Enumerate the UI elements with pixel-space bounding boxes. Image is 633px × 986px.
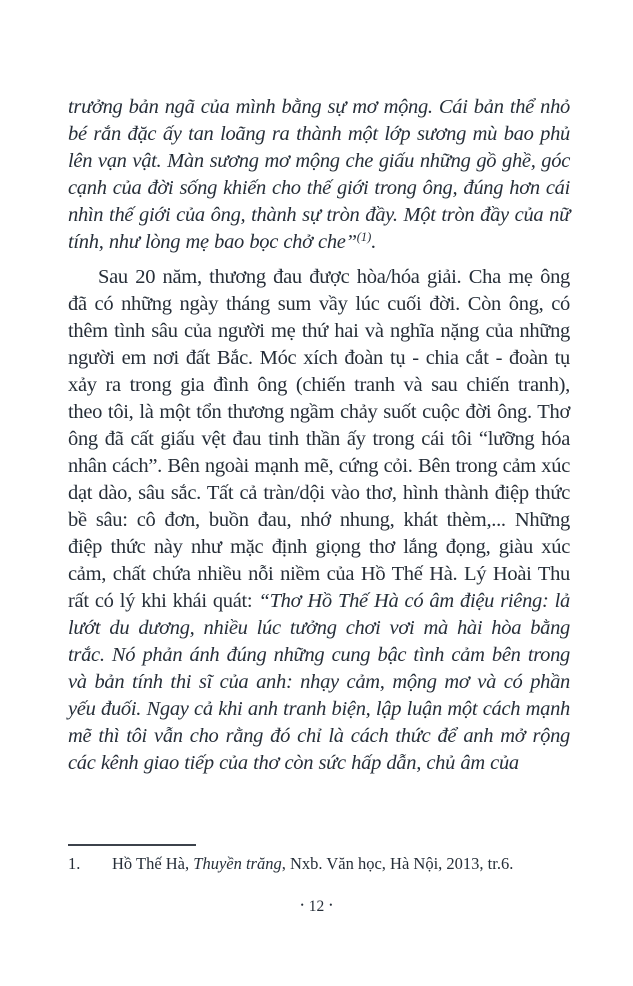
paragraph-body xyxy=(68,264,570,777)
page-number-left-bullet: • xyxy=(300,900,304,910)
text-segment: . xyxy=(371,231,377,253)
footnote xyxy=(68,853,570,875)
text-segment: Sau 20 năm, thương đau được hòa/hóa giải. Cha mẹ ông đã có những ngày tháng sum vầy lúc cuối đời. Còn ông, có thêm tình sâu của người mẹ thứ hai và nghĩa nặng của những người em nơi đất Bắc. Móc xích đoàn tụ - chia cắt - đoàn tụ xảy ra trong gia đình ông (chiến tranh và sau chiến tranh), theo tôi, là một tổn thương ngầm chảy suốt cuộc đời ông. Thơ ông đã cất giấu vệt đau tinh thần ấy trong cái tôi “lưỡng hóa nhân cách”. Bên ngoài mạnh mẽ, cứng cỏi. Bên trong cảm xúc dạt dào, sâu sắc. Tất cả tràn/dội vào thơ, hình thành điệp thức bề sâu: cô đơn, buồn đau, nhớ nhung, khát thèm,... Những điệp thức này như mặc định giọng thơ lắng đọng, giàu xúc cảm, chất chứa nhiều nỗi niềm của Hồ Thế Hà. Lý Hoài Thu rất có lý khi khái quát: xyxy=(68,266,570,612)
text-segment: “Thơ Hồ Thế Hà có âm điệu riêng: lả lướt du dương, nhiều lúc tưởng chơi vơi mà hài hòa bằng trắc. Nó phản ánh đúng những cung bậc tình cảm bên trong và bản tính thi sĩ của anh: nhạy cảm, mộng mơ và có phần yếu đuối. Ngay cả khi anh tranh biện, lập luận một cách mạnh mẽ thì tôi vẫn cho rằng đó chỉ là cách thức để anh mở rộng các kênh giao tiếp của thơ còn sức hấp dẫn, chủ âm của xyxy=(68,590,570,774)
paragraph-quote-continuation xyxy=(68,94,570,256)
footnote-segment: , Nxb. Văn học, Hà Nội, 2013, tr.6. xyxy=(281,854,514,873)
footnote-text xyxy=(112,854,513,873)
footnote-segment: Thuyền trăng xyxy=(193,854,282,873)
page-number-area xyxy=(0,898,633,916)
footnote-separator xyxy=(68,844,196,846)
footnote-marker: 1. xyxy=(68,854,81,873)
page-number-right-bullet: • xyxy=(329,900,333,910)
footnote-segment: Hồ Thế Hà, xyxy=(112,854,194,873)
page-number: 12 xyxy=(308,898,325,915)
body-text xyxy=(68,94,570,777)
text-segment: (1) xyxy=(356,230,372,244)
text-segment: trưởng bản ngã của mình bằng sự mơ mộng. Cái bản thể nhỏ bé rắn đặc ấy tan loãng ra thành một lớp sương mù bao phủ lên vạn vật. Màn sương mơ mộng che giấu những gồ ghề, góc cạnh của đời sống khiến cho thế giới trong ông, đúng hơn cái nhìn thế giới của ông, thành sự tròn đầy. Một tròn đầy của nữ tính, như lòng mẹ bao bọc chở che” xyxy=(68,96,570,253)
